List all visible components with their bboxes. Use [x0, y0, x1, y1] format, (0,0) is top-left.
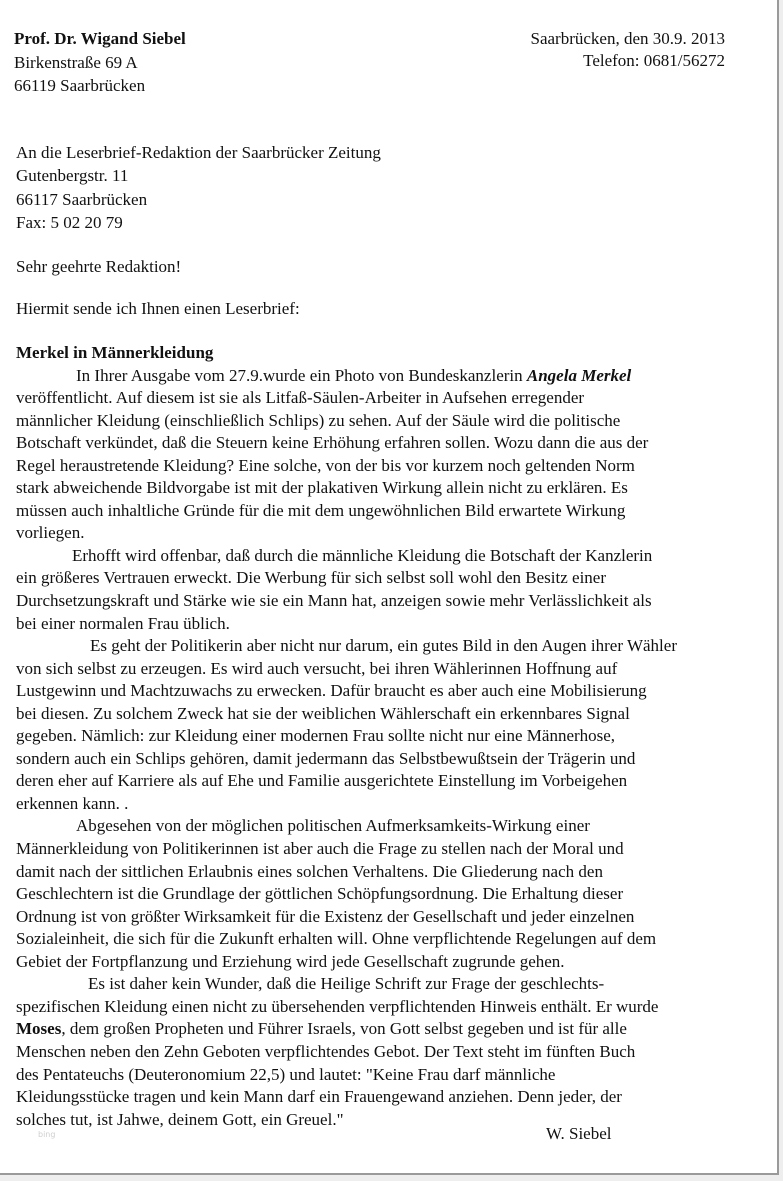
date-phone-block: [530, 28, 725, 72]
recipient-address-block: [16, 142, 381, 235]
text-line: des Pentateuchs (Deuteronomium 22,5) und lautet: "Keine Frau darf männliche: [16, 1064, 556, 1084]
paragraph-3: [16, 635, 768, 815]
highlighted-name: Moses: [16, 1019, 62, 1039]
text-line: bei diesen. Zu solchem Zweck hat sie der weiblichen Wählerschaft ein erkennbares Signal: [16, 703, 630, 723]
sender-street: Birkenstraße 69 A: [14, 52, 138, 72]
recipient-line: An die Leserbrief-Redaktion der Saarbrücker Zeitung: [16, 143, 381, 162]
sender-city: 66119 Saarbrücken: [14, 76, 146, 95]
paragraph-2: [16, 545, 768, 635]
text-line: Durchsetzungskraft und Stärke wie sie ein Mann hat, anzeigen sowie mehr Verlässlichkeit als: [16, 591, 652, 611]
text-fragment: , dem großen Propheten und Führer Israels, von Gott selbst gegeben und ist für alle: [61, 1019, 627, 1039]
text-line: veröffentlicht. Auf diesem ist sie als Litfaß-Säulen-Arbeiter in Aufsehen erregender: [16, 388, 585, 408]
text-line: damit nach der sittlichen Erlaubnis eines solchen Verhaltens. Die Gliederung nach den: [16, 861, 603, 881]
text-line: [16, 365, 768, 388]
letter-headline: Merkel in Männerkleidung: [16, 343, 214, 362]
watermark: bing: [38, 1130, 56, 1139]
text-line: Regel heraustretende Kleidung? Eine solche, von der bis vor kurzem noch geltenden Norm: [16, 455, 635, 475]
text-line: bei einer normalen Frau üblich.: [16, 613, 230, 633]
recipient-line: Gutenbergstr. 11: [16, 166, 129, 186]
text-line: Männerkleidung von Politikerinnen ist aber auch die Frage zu stellen nach der Moral und: [16, 839, 624, 859]
text-line: erkennen kann. .: [16, 793, 129, 813]
sender-address-block: [14, 28, 186, 99]
sender-phone: Telefon: 0681/56272: [583, 51, 725, 70]
text-line: Kleidungsstücke tragen und kein Mann darf ein Frauengewand anziehen. Denn jeder, der: [16, 1087, 622, 1107]
text-line: ein größeres Vertrauen erweckt. Die Werbung für sich selbst soll wohl den Besitz einer: [16, 568, 606, 588]
text-line: solches tut, ist Jahwe, deinem Gott, ein Greuel.": [16, 1109, 344, 1129]
text-line: stark abweichende Bildvorgabe ist mit der plakativen Wirkung allein nicht zu erklären. Es: [16, 478, 628, 498]
text-line: vorliegen.: [16, 523, 85, 543]
text-line: deren eher auf Karriere als auf Ehe und Familie ausgerichtete Einstellung im Vorbeigehen: [16, 771, 628, 791]
text-line: [16, 1018, 768, 1041]
text-line: männlicher Kleidung (einschließlich Schlips) zu sehen. Auf der Säule wird die politische: [16, 410, 621, 430]
text-line: Lustgewinn und Machtzuwachs zu erwecken. Dafür braucht es aber auch eine Mobilisierung: [16, 681, 647, 701]
text-line: spezifischen Kleidung einen nicht zu übersehenden verpflichtenden Hinweis enthält. Er wurde: [16, 996, 659, 1016]
text-line: Sozialeinheit, die sich für die Zukunft erhalten will. Ohne verpflichtende Regelungen auf dem: [16, 929, 657, 949]
text-fragment: In Ihrer Ausgabe vom 27.9.wurde ein Photo von Bundeskanzlerin: [76, 365, 527, 385]
text-line: müssen auch inhaltliche Gründe für die mit dem ungewöhnlichen Bild erwartete Wirkung: [16, 500, 626, 520]
text-line: Menschen neben den Zehn Geboten verpflichtendes Gebot. Der Text steht im fünften Buch: [16, 1041, 636, 1061]
salutation: Sehr geehrte Redaktion!: [16, 257, 182, 276]
highlighted-name: Angela Merkel: [526, 365, 632, 385]
intro-line: Hiermit sende ich Ihnen einen Leserbrief:: [16, 299, 300, 318]
text-line: Ordnung ist von größter Wirksamkeit für die Existenz der Gesellschaft und jeder einzelnen: [16, 906, 635, 926]
sender-name: Prof. Dr. Wigand Siebel: [14, 29, 186, 48]
text-line: Es ist daher kein Wunder, daß die Heilige Schrift zur Frage der geschlechts-: [88, 974, 605, 994]
text-line: gegeben. Nämlich: zur Kleidung einer modernen Frau sollte nicht nur eine Männerhose,: [16, 726, 616, 746]
paragraph-4: [16, 815, 768, 973]
paragraph-1: [16, 365, 768, 545]
paragraph-5: [16, 973, 768, 1131]
text-line: Es geht der Politikerin aber nicht nur darum, ein gutes Bild in den Augen ihrer Wähler: [90, 636, 677, 656]
signature: W. Siebel: [546, 1124, 612, 1143]
text-line: von sich selbst zu erzeugen. Es wird auch versucht, bei ihren Wählerinnen Hoffnung auf: [16, 658, 618, 678]
text-line: Gebiet der Fortpflanzung und Erziehung wird jede Gesellschaft zugrunde gehen.: [16, 951, 565, 971]
text-line: Abgesehen von der möglichen politischen Aufmerksamkeits-Wirkung einer: [76, 816, 590, 836]
letter-body: [16, 342, 768, 1131]
letter-date: Saarbrücken, den 30.9. 2013: [530, 29, 725, 48]
recipient-line: 66117 Saarbrücken: [16, 189, 148, 209]
text-line: Erhofft wird offenbar, daß durch die männliche Kleidung die Botschaft der Kanzlerin: [72, 545, 653, 565]
text-line: sondern auch ein Schlips gehören, damit jedermann das Selbstbewußtsein der Trägerin und: [16, 748, 636, 768]
text-line: Botschaft verkündet, daß die Steuern keine Erhöhung erfahren sollen. Wozu dann die aus der: [16, 433, 649, 453]
recipient-fax: Fax: 5 02 20 79: [16, 212, 123, 232]
text-line: Geschlechtern ist die Grundlage der göttlichen Schöpfungsordnung. Die Erhaltung dieser: [16, 884, 624, 904]
